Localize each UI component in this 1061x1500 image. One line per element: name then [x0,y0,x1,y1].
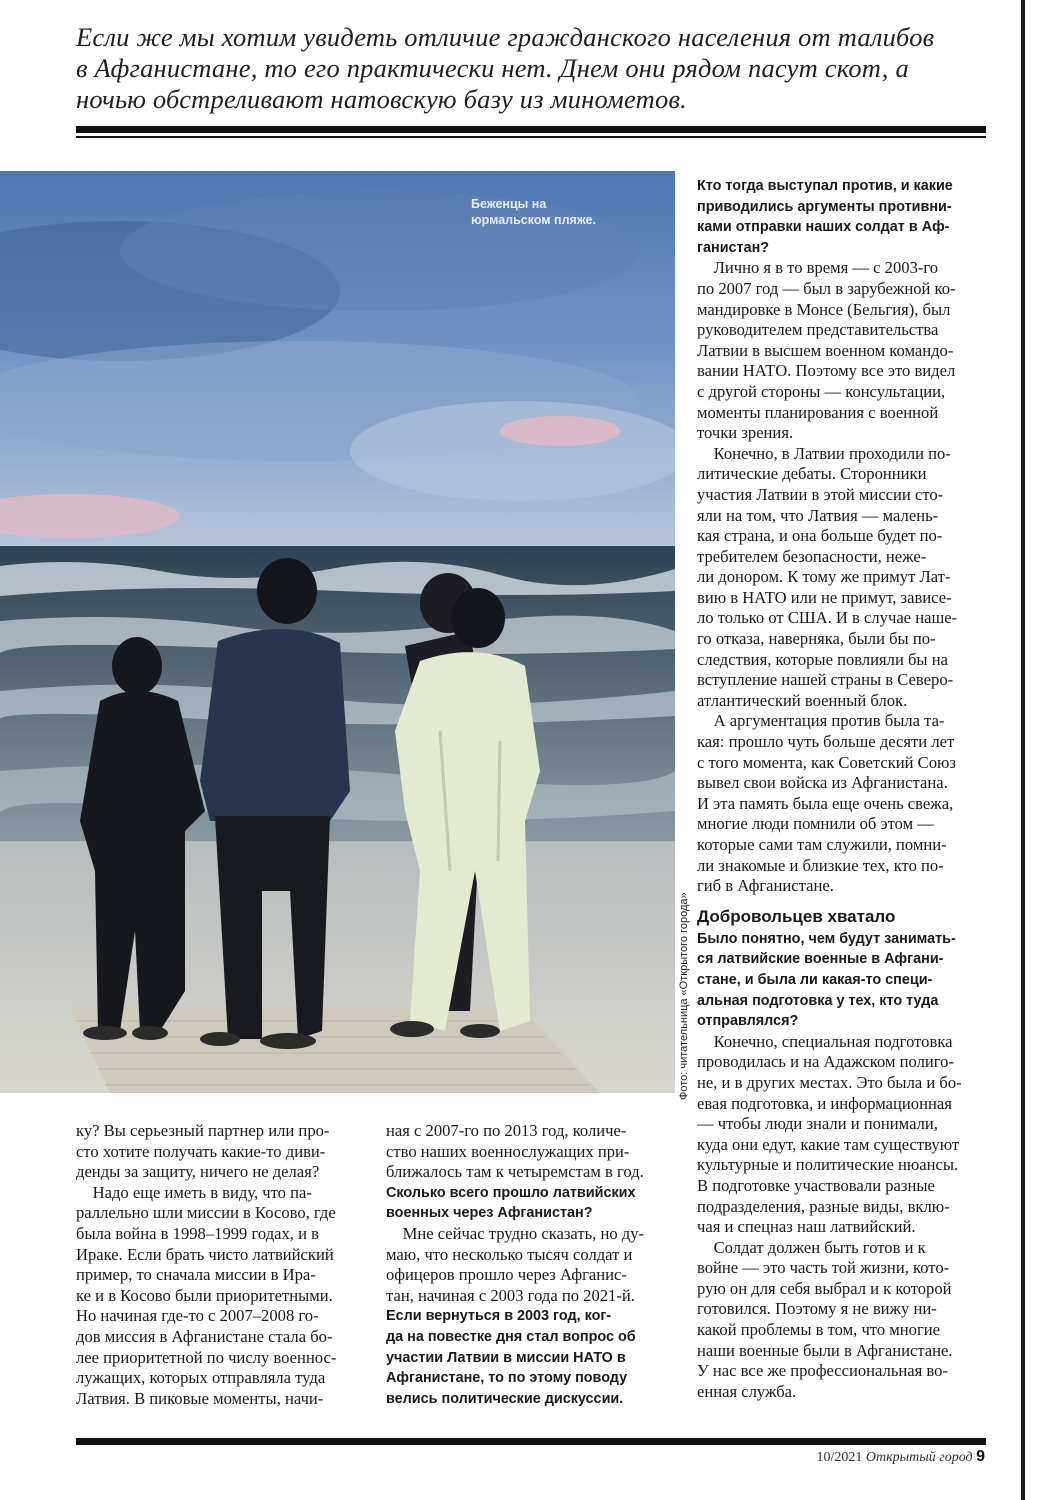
text-line: сто хотите получать какие-то диви- [76,1141,326,1161]
text-line: приводились аргументы противни- [697,198,952,215]
text-line: стане, и была ли какая-то специ- [697,971,933,988]
text-line: евая подготовка, и информационная [697,1093,952,1113]
text-line: Если вернуться в 2003 год, ког- [386,1308,612,1325]
text-line: денды за защиту, ничего не делая? [76,1162,320,1182]
page-footer [817,1448,986,1466]
text-line: ли донором. К тому же примут Лат- [697,567,951,587]
text-line: куда они едут, какие там существуют [697,1134,960,1154]
text-line: офицеров прошло через Афганис- [386,1265,627,1285]
photo-caption-line: юрмальском пляже. [471,213,596,227]
pull-quote-line: ночью обстреливают натовскую базу из минометов. [76,84,687,114]
body-paragraph [697,1238,987,1403]
magazine-name: Открытый город [865,1450,973,1465]
text-line: по 2007 год — был в зарубежной ко- [697,278,956,298]
body-paragraph [386,1224,676,1306]
text-line: У нас все же профессиональная во- [697,1361,948,1381]
footer-rule [76,1438,986,1445]
text-line: которые сами там служили, помни- [697,835,947,854]
left-column [76,1121,366,1409]
text-line: ло только от США. И в случае наше- [697,608,958,628]
text-line: альная подготовка у тех, кто туда [697,992,939,1009]
pull-quote [76,22,996,115]
text-line: какой проблемы в том, что многие [697,1320,941,1340]
text-line: раллельно шли миссии в Косово, где [76,1203,336,1223]
text-line: Конечно, в Латвии проходили по- [697,443,951,463]
text-line: Ираке. Если брать чисто латвийский [76,1244,334,1264]
interview-question [697,176,987,258]
text-line: вию в НАТО или не примут, зависе- [697,587,952,607]
text-line: ке и в Косово были приоритетными. [76,1285,333,1305]
text-line: готовился. Поэтому я не вижу ни- [697,1299,937,1319]
text-line: требителем безопасности, неже- [697,546,927,566]
text-line: ная с 2007-го по 2013 год, количе- [386,1121,627,1140]
text-line: ками отправки наших солдат в Аф- [697,219,950,236]
photo-caption-line: Беженцы на [471,197,547,211]
text-line: лее приоритетной по числу военнос- [76,1347,337,1367]
text-line: руководителем представительства [697,320,939,340]
text-line: с другой стороны — консультации, [697,381,946,401]
text-line: В подготовке участвовали разные [697,1175,935,1195]
pull-quote-line: Если же мы хотим увидеть отличие гражданского населения от талибов [76,22,935,52]
issue-number: 10/2021 [816,1450,863,1465]
text-line: точки зрения. [697,423,794,443]
text-line: атлантический военный блок. [697,690,908,710]
text-line: пример, то сначала миссии в Ира- [76,1265,316,1285]
interview-question [386,1306,676,1409]
text-line: участия Латвии в этой миссии сто- [697,484,944,504]
text-line: ку? Вы серьезный партнер или про- [76,1121,330,1140]
quote-rule [76,126,986,133]
text-line: А аргументация против была та- [697,711,945,731]
text-line: рую он для себя выбрал и к которой [697,1278,952,1298]
text-line: мандировке в Монсе (Бельгия), был [697,299,951,319]
middle-column [386,1121,676,1409]
text-line: Латвия. В пиковые моменты, начи- [76,1388,324,1408]
body-paragraph [386,1121,676,1183]
text-line: вании НАТО. Поэтому все это видел [697,361,956,381]
text-line: не, и в других местах. Это была и бо- [697,1072,962,1092]
text-line: литические дебаты. Сторонники [697,464,927,484]
text-line: — чтобы люди знали и понимали, [697,1114,938,1134]
text-line: велись политические дискуссии. [386,1390,624,1407]
page-edge-bar [1021,0,1025,1500]
section-subhead: Добровольцев хватало [697,906,896,926]
body-paragraph [697,444,987,712]
text-line: го отказа, наверняка, были бы по- [697,629,936,649]
text-line: ли знакомые и близкие тех, кто по- [697,855,944,875]
text-line: Афганистане, то по этому поводу [386,1370,628,1387]
text-line: наши военные были в Афганистане. [697,1340,953,1360]
text-line: маю, что несколько тысяч солдат и [386,1244,633,1264]
text-line: дов миссия в Афганистане стала бо- [76,1326,333,1346]
text-line: гиб в Афганистане. [697,876,834,896]
body-paragraph [76,1183,366,1410]
text-line: Латвии в высшем военном командо- [697,340,954,360]
text-line: да на повестке дня стал вопрос об [386,1328,636,1345]
text-line: ся латвийские военные в Афгани- [697,951,944,968]
text-line: вывел свои войска из Афганистана. [697,773,948,793]
page-number: 9 [976,1448,985,1465]
body-paragraph [697,711,987,896]
text-line: Мне сейчас трудно сказать, но ду- [386,1223,645,1243]
text-line: следствия, которые повлияли бы на [697,649,948,669]
text-line: культурные и политические нюансы. [697,1155,959,1175]
text-line: Конечно, специальная подготовка [697,1031,953,1051]
text-line: многие люди помнили об этом — [697,814,934,834]
text-line: тан, начиная с 2003 года по 2021-й. [386,1285,635,1305]
body-paragraph [76,1121,366,1183]
photo-credit: Фото: читательница «Открытого города» [678,892,690,1100]
text-line: моменты планирования с военной [697,402,939,422]
text-line: чая и спецназ наш латвийский. [697,1217,916,1237]
text-line: Сколько всего прошло латвийских [386,1184,636,1201]
text-line: участии Латвии в миссии НАТО в [386,1349,626,1366]
text-line: подразделения, разные виды, вклю- [697,1196,950,1216]
text-line: енная служба. [697,1381,797,1401]
text-line: кая: прошло чуть больше десяти лет [697,732,955,752]
text-line: отправлялся? [697,1013,799,1030]
text-line: была война в 1998–1999 годах, и в [76,1223,319,1243]
interview-question [386,1183,676,1224]
text-line: вступление нашей страны в Северо- [697,670,954,690]
pull-quote-line: в Афганистане, то его практически нет. Днем они рядом пасут скот, а [76,53,909,83]
text-line: И эта память была еще очень свежа, [697,793,954,813]
text-line: ганистан? [697,239,770,256]
body-paragraph [697,258,987,443]
text-line: Но начиная где-то с 2007–2008 го- [76,1306,319,1326]
text-line: Лично я в то время — с 2003-го [697,258,939,278]
beach-photo [0,171,675,1093]
text-line: проводилась и на Адажском полиго- [697,1052,954,1072]
right-column [697,176,987,1402]
photo-caption [471,196,651,228]
text-line: Солдат должен быть готов и к [697,1237,926,1257]
text-line: ство наших военнослужащих при- [386,1141,630,1161]
text-line: войне — это часть той жизни, кото- [697,1258,950,1278]
text-line: с того момента, как Советский Союз [697,752,956,772]
text-line: Было понятно, чем будут занимать- [697,930,956,947]
interview-question [697,929,987,1032]
text-line: кая страна, и она больше будет по- [697,526,943,546]
text-line: яли на том, что Латвия — малень- [697,505,939,525]
text-line: ближалось там к четыремстам в год. [386,1162,644,1182]
text-line: Надо еще иметь в виду, что па- [76,1182,312,1202]
text-line: военных через Афганистан? [386,1205,593,1222]
quote-rule-thin [76,136,986,138]
text-line: Кто тогда выступал против, и какие [697,178,953,194]
body-paragraph [697,1032,987,1238]
text-line: лужащих, которых отправляла туда [76,1368,326,1388]
